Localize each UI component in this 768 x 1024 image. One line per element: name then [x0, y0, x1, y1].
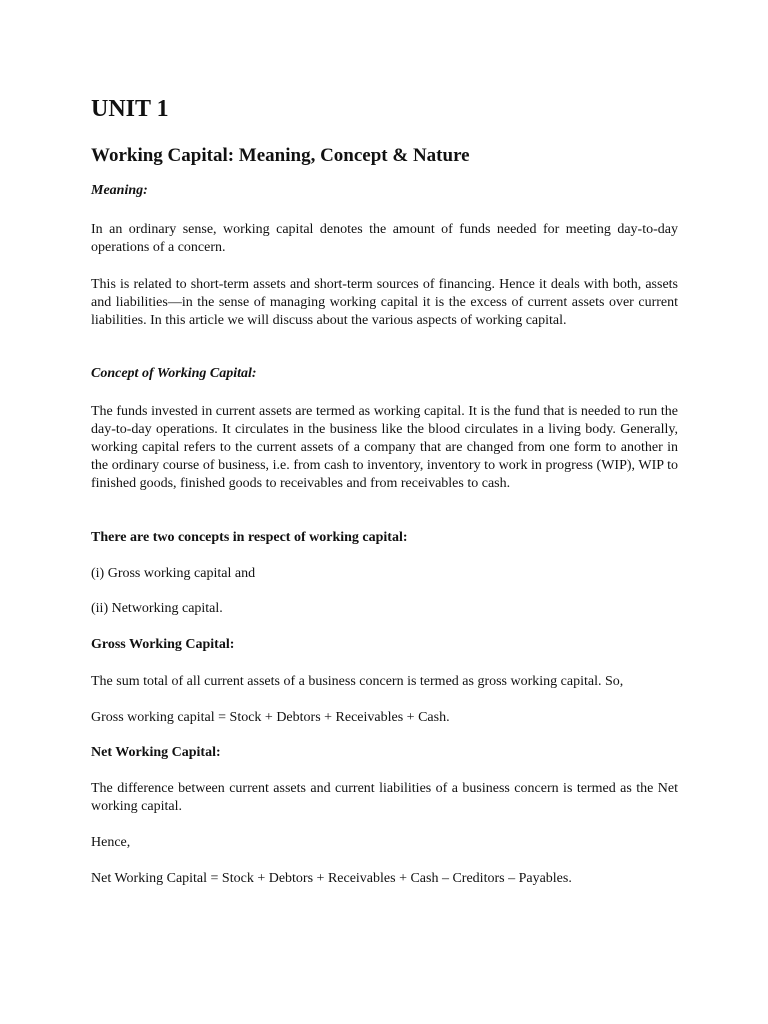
concept-item-net: (ii) Networking capital.	[91, 601, 223, 616]
meaning-paragraph-1: In an ordinary sense, working capital denotes the amount of funds needed for meeting day-to-day operations of a concern.	[91, 222, 678, 255]
meaning-heading: Meaning:	[91, 183, 148, 198]
net-heading: Net Working Capital:	[91, 745, 221, 760]
concept-item-gross: (i) Gross working capital and	[91, 566, 256, 581]
hence-text: Hence,	[91, 835, 131, 850]
net-paragraph: The difference between current assets and current liabilities of a business concern is termed as the Net working capital.	[91, 781, 678, 814]
concept-heading: Concept of Working Capital:	[91, 366, 257, 381]
two-concepts-heading: There are two concepts in respect of working capital:	[91, 530, 408, 545]
net-formula: Net Working Capital = Stock + Debtors + Receivables + Cash – Creditors – Payables.	[91, 871, 572, 886]
meaning-paragraph-2: This is related to short-term assets and short-term sources of financing. Hence it deals with both, assets and liabilities—in the sense of managing working capital it is the excess of current assets over current liabilities. In this article we will discuss about the various aspects of working capital.	[91, 277, 678, 328]
gross-heading: Gross Working Capital:	[91, 637, 235, 652]
gross-paragraph: The sum total of all current assets of a business concern is termed as gross working capital. So,	[91, 674, 624, 689]
unit-title: UNIT 1	[91, 96, 169, 122]
concept-paragraph: The funds invested in current assets are termed as working capital. It is the fund that is needed to run the day-to-day operations. It circulates in the business like the blood circulates in a living body. Generally, working capital refers to the current assets of a company that are changed from one form to another in the ordinary course of business, i.e. from cash to inventory, inventory to work in progress (WIP), WIP to finished goods, finished goods to receivables and from receivables to cash.	[91, 404, 678, 491]
gross-formula: Gross working capital = Stock + Debtors + Receivables + Cash.	[91, 710, 450, 725]
main-title: Working Capital: Meaning, Concept & Nature	[91, 145, 470, 166]
document-page	[91, 94, 678, 886]
